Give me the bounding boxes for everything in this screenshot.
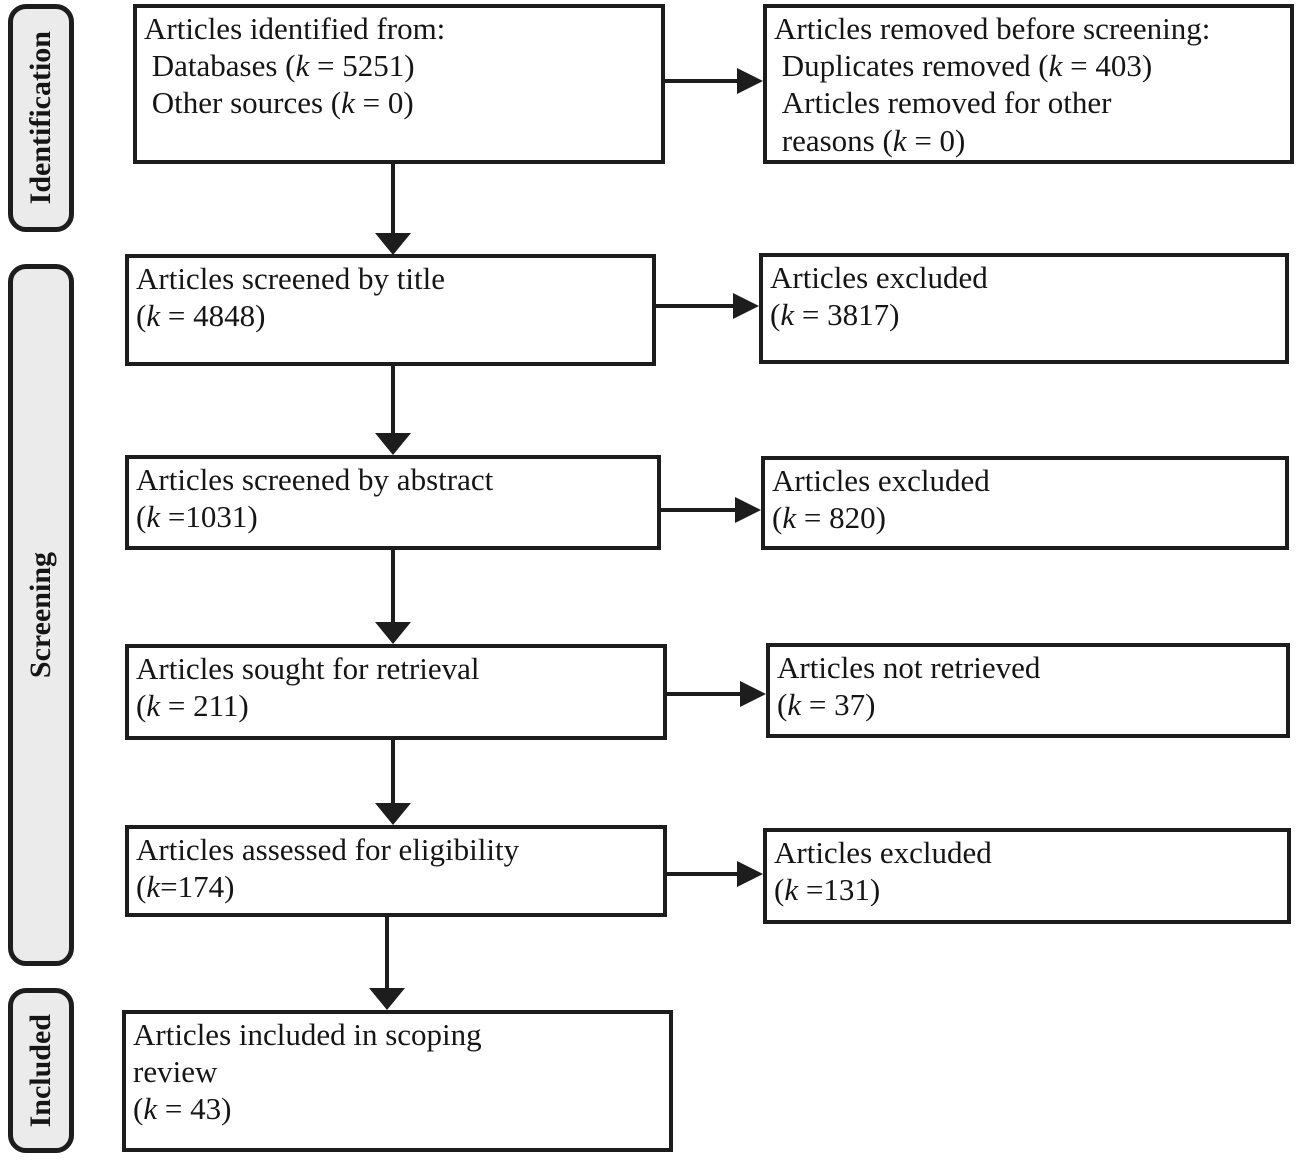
arrow-shaft [391, 550, 395, 622]
arrow-down-identified-to-title-screen [375, 164, 411, 255]
box-screened-by-title: Articles screened by title (k = 4848) [125, 254, 656, 366]
arrow-right-not-retrieved [667, 681, 766, 707]
arrow-down-eligibility-to-included [369, 917, 405, 1010]
arrow-head-right-icon [740, 681, 766, 707]
stage-identification-label: Identification [24, 31, 57, 205]
stage-screening-label: Screening [24, 551, 57, 679]
arrow-down-title-to-abstract-screen [375, 366, 411, 455]
arrow-shaft [391, 164, 395, 233]
box-articles-identified: Articles identified from: Databases (k = 5251) Other sources (k = 0) [133, 4, 665, 164]
box-assessed-for-eligibility: Articles assessed for eligibility (k=174) [125, 825, 667, 917]
box-screened-by-abstract: Articles screened by abstract (k =1031) [125, 455, 661, 550]
arrow-right-removed-before-screening [664, 68, 763, 94]
arrow-right-excluded-by-abstract [661, 497, 761, 523]
box-not-retrieved: Articles not retrieved (k = 37) [766, 643, 1290, 738]
arrow-head-right-icon [733, 293, 759, 319]
box-sought-for-retrieval: Articles sought for retrieval (k = 211) [125, 644, 667, 740]
arrow-head-right-icon [737, 861, 763, 887]
box-articles-removed-before-screening: Articles removed before screening: Duplicates removed (k = 403) Articles removed for other reasons (k = 0) [763, 4, 1294, 164]
arrow-head-down-icon [375, 233, 411, 255]
box-included-in-review: Articles included in scoping review (k = 43) [122, 1010, 673, 1152]
stage-included-label: Included [24, 1013, 57, 1128]
arrow-shaft [667, 872, 737, 876]
arrow-shaft [385, 917, 389, 988]
stage-screening [8, 264, 74, 966]
arrow-right-excluded-by-title [656, 293, 759, 319]
arrow-head-right-icon [735, 497, 761, 523]
arrow-shaft [667, 692, 740, 696]
arrow-down-abstract-to-retrieval [375, 550, 411, 644]
stage-included [8, 988, 74, 1153]
arrow-shaft [391, 366, 395, 433]
arrow-head-right-icon [737, 68, 763, 94]
arrow-shaft [664, 79, 737, 83]
arrow-right-excluded-at-eligibility [667, 861, 763, 887]
arrow-head-down-icon [375, 622, 411, 644]
arrow-head-down-icon [375, 803, 411, 825]
arrow-shaft [656, 304, 733, 308]
arrow-head-down-icon [375, 433, 411, 455]
stage-identification [8, 4, 74, 232]
arrow-down-retrieval-to-eligibility [375, 740, 411, 825]
box-excluded-by-title: Articles excluded (k = 3817) [759, 253, 1289, 364]
box-excluded-by-abstract: Articles excluded (k = 820) [761, 456, 1289, 550]
arrow-shaft [661, 508, 735, 512]
arrow-head-down-icon [369, 988, 405, 1010]
box-excluded-at-eligibility: Articles excluded (k =131) [763, 828, 1291, 924]
arrow-shaft [391, 740, 395, 803]
